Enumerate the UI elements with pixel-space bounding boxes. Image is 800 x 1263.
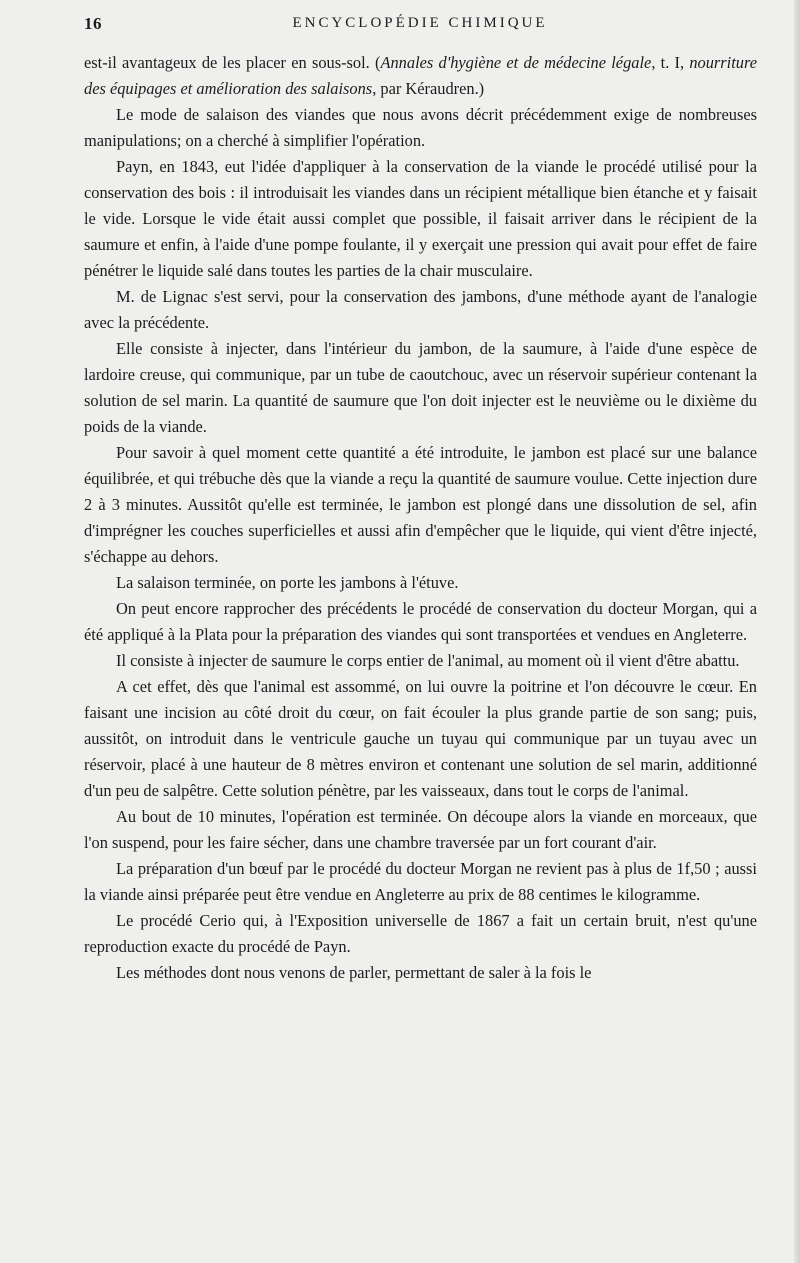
text-run: A cet effet, dès que l'animal est assommé, on lui ouvre la poitrine et l'on découvre le cœur. En faisant une incision au côté droit du cœur, on fait écouler la plus grande partie de son sang; puis, aussitôt, on introduit dans le ventricule gauche un tuyau qui communique par un tuyau avec un réservoir, placé à une hauteur de 8 mètres environ et contenant une solution de sel marin, additionné d'un peu de salpêtre. Cette solution pénètre, par les vaisseaux, dans tout le corps de l'animal. bbox=[84, 677, 757, 800]
text-run: Pour savoir à quel moment cette quantité a été introduite, le jambon est placé sur une balance équilibrée, et qui trébuche dès que la viande a reçu la quantité de saumure voulue. Cette injection dure 2 à 3 minutes. Aussitôt qu'elle est terminée, le jambon est plongé dans une dissolution de sel, afin d'imprégner les couches superficielles et aussi afin d'empêcher que le liquide, qui vient d'être injecté, s'échappe au dehors. bbox=[84, 443, 757, 566]
text-run: , t. I, bbox=[651, 53, 690, 72]
page-header bbox=[84, 14, 756, 38]
text-run: Il consiste à injecter de saumure le corps entier de l'animal, au moment où il vient d'être abattu. bbox=[116, 651, 740, 670]
paragraph bbox=[84, 960, 757, 986]
page-edge-shadow bbox=[794, 0, 800, 1263]
paragraph bbox=[84, 596, 757, 648]
text-run: Payn, en 1843, eut l'idée d'appliquer à la conservation de la viande le procédé utilisé pour la conservation des bois : il introduisait les viandes dans un récipient métallique bien étanche et y faisait le vide. Lorsque le vide était aussi complet que possible, il faisait arriver dans le récipient de la saumure et enfin, à l'aide d'une pompe foulante, il y exerçait une pression qui avait pour effet de faire pénétrer le liquide salé dans toutes les parties de la chair musculaire. bbox=[84, 157, 757, 280]
page-number: 16 bbox=[84, 14, 102, 33]
paragraph bbox=[84, 804, 757, 856]
text-run: Les méthodes dont nous venons de parler, permettant de saler à la fois le bbox=[116, 963, 592, 982]
body-text bbox=[84, 50, 757, 986]
italic-citation: nourriture des équipages et amélioration des salaisons bbox=[84, 53, 758, 98]
paragraph bbox=[84, 856, 757, 908]
text-run: Le mode de salaison des viandes que nous avons décrit précédemment exige de nombreuses manipulations; on a cherché à simplifier l'opération. bbox=[84, 105, 757, 150]
text-run: , par Kéraudren.) bbox=[372, 79, 485, 98]
paragraph bbox=[84, 674, 757, 804]
text-run: On peut encore rapprocher des précédents le procédé de conservation du docteur Morgan, qui a été appliqué à la Plata pour la préparation des viandes qui sont transportées et vendues en Angleterre. bbox=[84, 599, 757, 644]
running-title: ENCYCLOPÉDIE CHIMIQUE bbox=[292, 15, 548, 31]
text-run: Elle consiste à injecter, dans l'intérieur du jambon, de la saumure, à l'aide d'une espèce de lardoire creuse, qui communique, par un tube de caoutchouc, avec un réservoir supérieur contenant la solution de sel marin. La quantité de saumure que l'on doit injecter est le neuvième ou le dixième du poids de la viande. bbox=[84, 339, 757, 436]
text-run: Le procédé Cerio qui, à l'Exposition universelle de 1867 a fait un certain bruit, n'est qu'une reproduction exacte du procédé de Payn. bbox=[84, 911, 757, 956]
italic-citation: Annales d'hygiène et de médecine légale bbox=[380, 53, 652, 72]
paragraph bbox=[84, 440, 757, 570]
paragraph bbox=[84, 50, 757, 102]
text-run: Au bout de 10 minutes, l'opération est terminée. On découpe alors la viande en morceaux, que l'on suspend, pour les faire sécher, dans une chambre traversée par un fort courant d'air. bbox=[84, 807, 757, 852]
paragraph bbox=[84, 336, 757, 440]
paragraph bbox=[84, 908, 757, 960]
text-run: La salaison terminée, on porte les jambons à l'étuve. bbox=[116, 573, 459, 592]
paragraph bbox=[84, 570, 757, 596]
paragraph bbox=[84, 102, 757, 154]
text-run: M. de Lignac s'est servi, pour la conservation des jambons, d'une méthode ayant de l'analogie avec la précédente. bbox=[84, 287, 757, 332]
text-run: est-il avantageux de les placer en sous-sol. ( bbox=[84, 53, 381, 72]
paragraph bbox=[84, 648, 757, 674]
text-run: La préparation d'un bœuf par le procédé du docteur Morgan ne revient pas à plus de 1f,50 ; aussi la viande ainsi préparée peut être vendue en Angleterre au prix de 88 centimes le kilogramme. bbox=[84, 859, 757, 904]
paragraph bbox=[84, 154, 757, 284]
paragraph bbox=[84, 284, 757, 336]
